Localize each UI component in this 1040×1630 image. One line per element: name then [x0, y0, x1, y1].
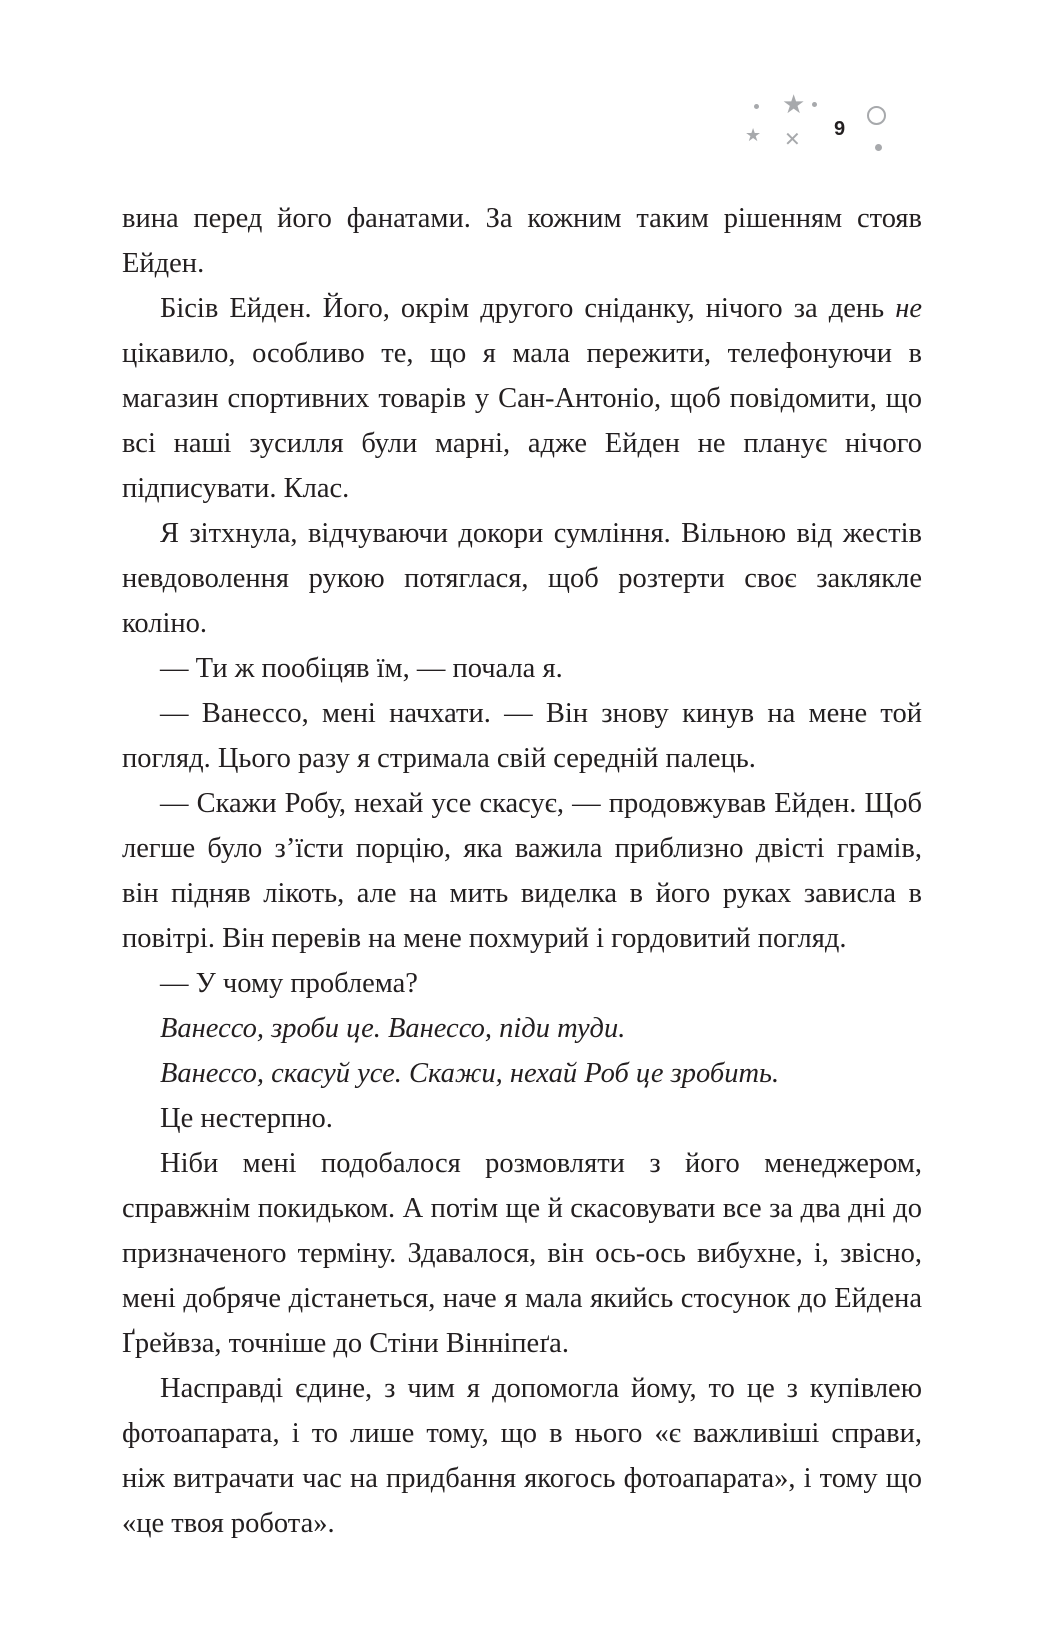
star-small-icon: ★ — [745, 125, 762, 145]
paragraph: Я зітхнула, відчуваючи докори сумління. Вільною від жестів невдоволення рукою потяглася, щоб розтерти своє заклякле коліно. — [122, 518, 922, 639]
emphasis-text: не — [895, 293, 922, 324]
page-number: 9 — [834, 118, 846, 140]
paragraph: — Ванессо, мені начхати. — Він знову кинув на мене той погляд. Цього разу я стримала свій середній палець. — [122, 698, 922, 774]
paragraph: вина перед його фанатами. За кожним таким рішенням стояв Ейден. — [122, 203, 922, 279]
paragraph: Бісів Ейден. Його, окрім другого сніданку, нічого за день не цікавило, особливо те, що я мала пережити, телефонуючи в магазин спортивних товарів у Сан-Антоніо, щоб повідомити, що всі наші зусилля були марні, адже Ейден не планує нічого підписувати. Клас. — [122, 293, 922, 504]
dot-icon — [754, 104, 759, 109]
paragraph: — Скажи Робу, нехай усе скасує, — продовжував Ейден. Щоб легше було з’їсти порцію, яка важила приблизно двісті грамів, він підняв лікоть, але на мить виделка в його руках зависла в повітрі. Він перевів на мене похмурий і гордовитий погляд. — [122, 788, 922, 954]
paragraph: Це нестерпно. — [160, 1103, 333, 1134]
paragraph: Ніби мені подобалося розмовляти з його менеджером, справжнім покидьком. А потім ще й скасовувати все за два дні до призначеного терміну. Здавалося, він ось-ось вибухне, і, звісно, мені добряче дістанеться, наче я мала якийсь стосунок до Ейдена Ґрейвза, точніше до Стіни Вінніпеґа. — [122, 1148, 922, 1359]
page-body — [122, 196, 922, 1546]
star-large-icon: ★ — [782, 90, 806, 119]
paragraph: Ванессо, зроби це. Ванессо, піди туди. — [160, 1013, 626, 1044]
paragraph: Насправді єдине, з чим я допомогла йому, то це з купівлею фотоапарата, і то лише тому, що в нього «є важливіші справи, ніж витрачати час на придбання якогось фотоапарата», і тому що «це твоя робота». — [122, 1373, 922, 1539]
paragraph: — Ти ж пообіцяв їм, — почала я. — [160, 653, 563, 684]
paragraph: Ванессо, скасуй усе. Скажи, нехай Роб це зробить. — [160, 1058, 780, 1089]
page-header-ornament — [742, 88, 922, 178]
cross-mark-icon: ✕ — [784, 129, 801, 151]
paragraph: — У чому проблема? — [160, 968, 418, 999]
circle-outline-icon — [867, 106, 886, 125]
dot-icon — [812, 102, 817, 107]
dot-icon — [875, 144, 882, 151]
